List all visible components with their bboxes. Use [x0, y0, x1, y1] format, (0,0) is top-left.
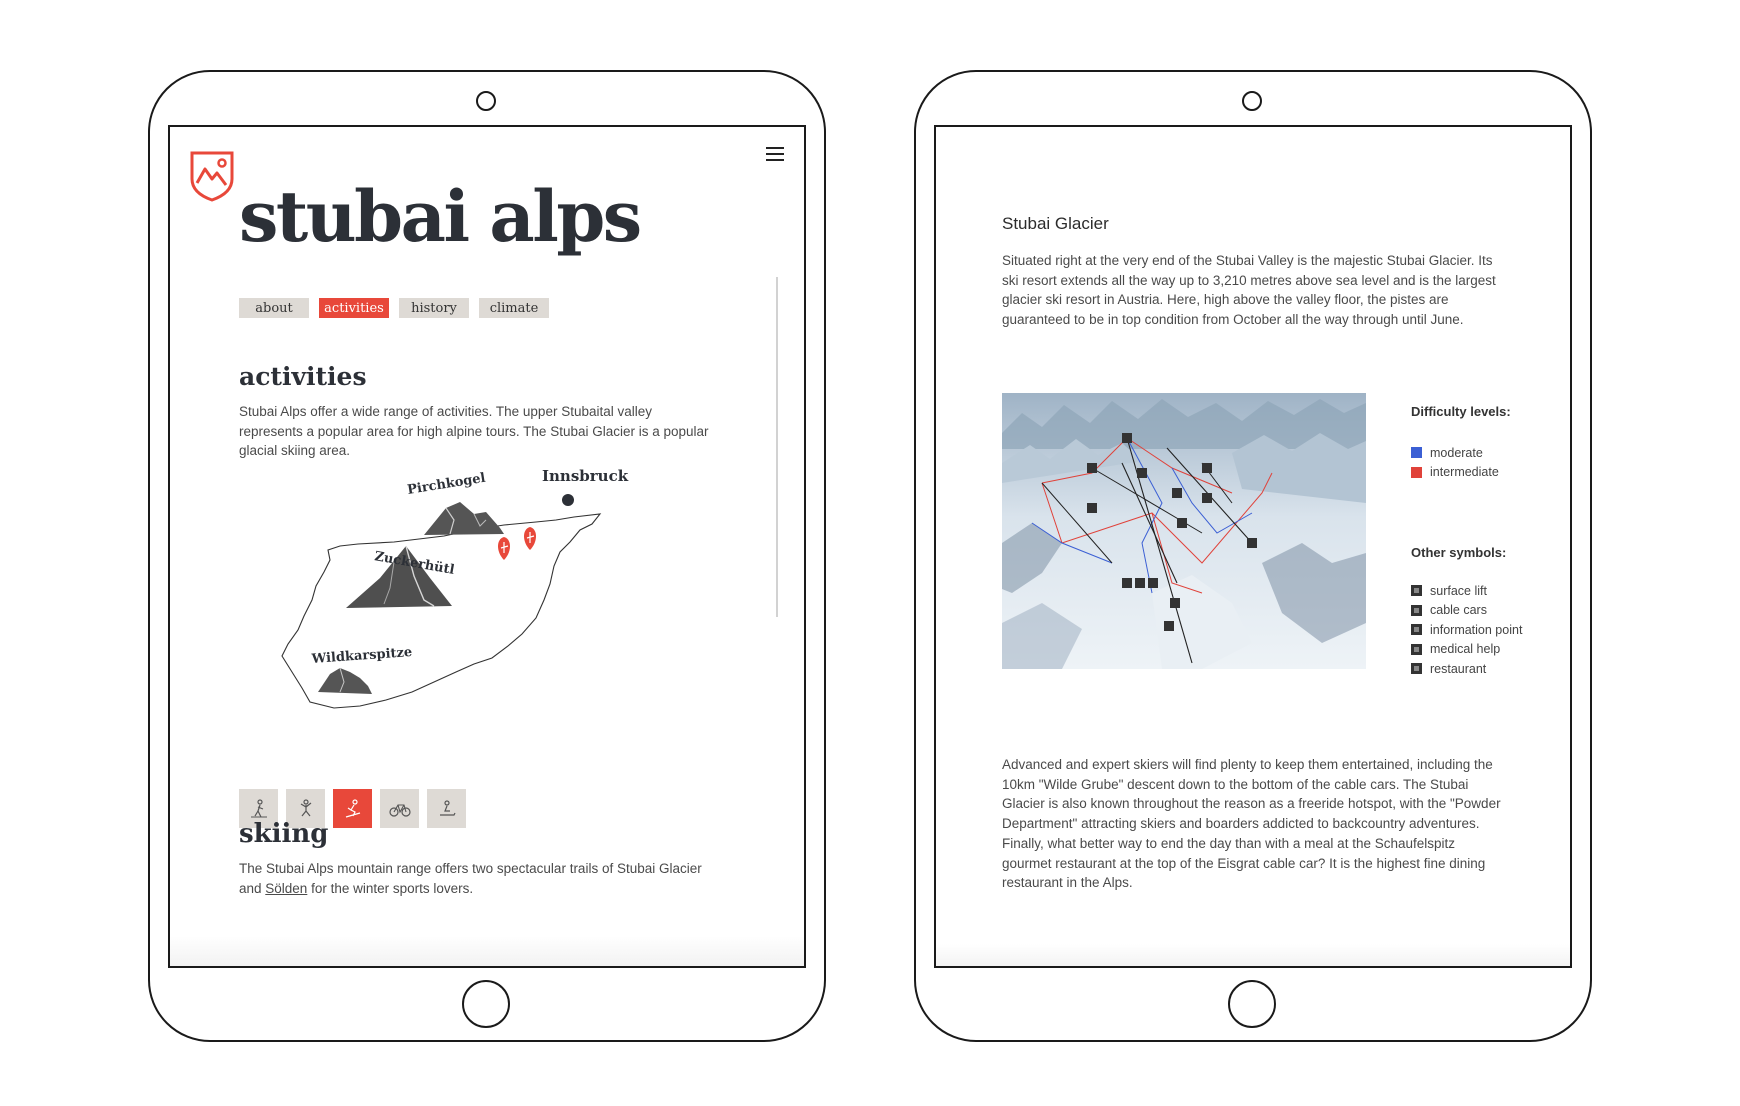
tab-history[interactable]: history	[399, 298, 469, 318]
other-symbols-title: Other symbols:	[1411, 545, 1507, 560]
sledding-icon[interactable]	[427, 789, 466, 828]
tab-about[interactable]: about	[239, 298, 309, 318]
site-title: stubai alps	[239, 175, 640, 258]
difficulty-legend	[1411, 443, 1499, 482]
scrollbar[interactable]	[776, 277, 778, 617]
glacier-paragraph: Advanced and expert skiers will find plenty to keep them entertained, including the 10km "Wilde Grube" descent down to the bottom of the cable cars. The Stubai Glacier is also known throughout the reason as a freeride hotspot, with the "Powder Department" attracting skiers and boarders addicted to backcountry adventures. Finally, what better way to end the day than with a meal at the Schaufelspitz gourmet restaurant at the top of the Eisgrat cable car? It is the highest fine dining restaurant in the Alps.	[1002, 757, 1501, 891]
red-swatch-icon	[1411, 467, 1422, 478]
solden-link[interactable]: Sölden	[265, 880, 308, 896]
tablet-left	[148, 70, 826, 1042]
blue-swatch-icon	[1411, 447, 1422, 458]
other-symbols-legend	[1411, 581, 1522, 679]
piste-map[interactable]	[1002, 393, 1366, 669]
ski-location-marker-icon	[498, 537, 510, 560]
cable-car-icon	[1411, 605, 1422, 616]
logo-icon[interactable]	[188, 147, 236, 203]
label-innsbruck: Innsbruck	[542, 467, 629, 485]
region-map	[274, 450, 634, 720]
nav-tabs	[239, 298, 549, 318]
mountain-wildkarspitze-icon	[318, 668, 372, 694]
menu-icon[interactable]	[766, 147, 784, 165]
skiing-text: The Stubai Alps mountain range offers two spectacular trails of Stubai Glacier and Sölden for the winter sports lovers.	[239, 861, 702, 896]
information-point-icon	[1411, 624, 1422, 635]
screen-right	[934, 125, 1572, 968]
activities-text: Stubai Alps offer a wide range of activities. The upper Stubaital valley represents a popular area for high alpine tours. The Stubai Glacier is a popular glacial skiing area.	[239, 404, 709, 458]
glacier-intro: Situated right at the very end of the Stubai Valley is the majestic Stubai Glacier. Its ski resort extends all the way up to 3,210 metres above sea level and is the largest glacier ski resort in Austria. Here, high above the valley floor, the pistes are guaranteed to be in top condition from October all the way through until June.	[1002, 253, 1496, 328]
glacier-title: Stubai Glacier	[1002, 214, 1109, 233]
activities-heading: activities	[239, 362, 367, 391]
tab-activities[interactable]: activities	[319, 298, 389, 318]
skiing-heading: skiing	[239, 819, 329, 849]
difficulty-legend-title: Difficulty levels:	[1411, 404, 1511, 419]
home-button[interactable]	[1228, 980, 1276, 1028]
camera	[1242, 91, 1262, 111]
skiing-icon[interactable]	[333, 789, 372, 828]
label-wildkarspitze: Wildkarspitze	[311, 645, 413, 667]
restaurant-icon	[1411, 663, 1422, 674]
medical-help-icon	[1411, 644, 1422, 655]
legend-item: intermediate	[1411, 463, 1499, 483]
legend-item: surface lift	[1411, 581, 1522, 601]
camera	[476, 91, 496, 111]
ski-location-marker-icon	[524, 527, 536, 550]
tablet-right	[914, 70, 1592, 1042]
home-button[interactable]	[462, 980, 510, 1028]
label-zuckerhutl: Zuckerhütl	[373, 549, 456, 578]
surface-lift-icon	[1411, 585, 1422, 596]
legend-item: moderate	[1411, 443, 1499, 463]
mountain-pirchkogel-icon	[424, 502, 504, 535]
legend-item: medical help	[1411, 640, 1522, 660]
label-pirchkogel: Pirchkogel	[406, 470, 487, 498]
tab-climate[interactable]: climate	[479, 298, 549, 318]
innsbruck-dot	[562, 494, 574, 506]
legend-item: cable cars	[1411, 601, 1522, 621]
legend-item: restaurant	[1411, 659, 1522, 679]
legend-item: information point	[1411, 620, 1522, 640]
screen-left	[168, 125, 806, 968]
cycling-icon[interactable]	[380, 789, 419, 828]
